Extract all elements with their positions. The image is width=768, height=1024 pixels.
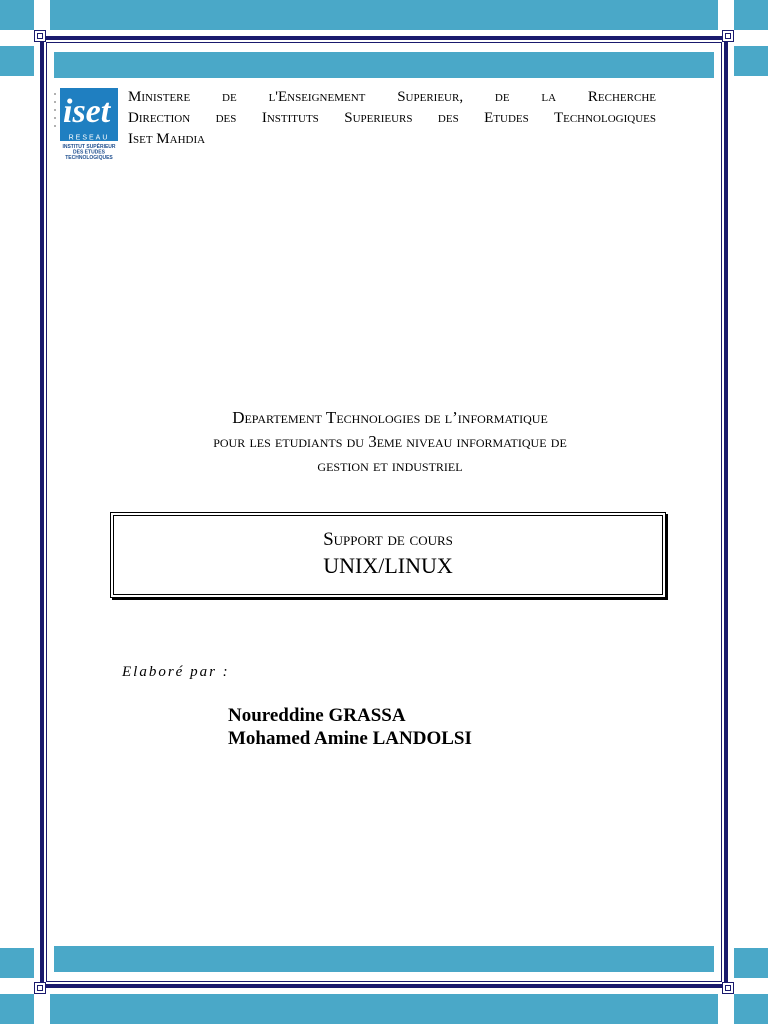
- logo-network: RESEAU: [68, 134, 110, 142]
- logo-caption-2: DES ETUDES: [73, 149, 105, 156]
- logo-caption-3: TECHNOLOGIQUES: [65, 155, 113, 161]
- course-title-box: [110, 512, 666, 598]
- right-top-edge-block: [734, 46, 768, 76]
- logo-caption-1: INSTITUT SUPÉRIEUR: [62, 144, 116, 150]
- top-edge-block: [50, 0, 718, 30]
- department-line-1: Departement Technologies de l’informatique: [232, 408, 548, 427]
- bottom-edge-block: [50, 994, 718, 1024]
- right-bottom-edge-block: [734, 948, 768, 978]
- left-bottom-edge-block: [0, 948, 34, 978]
- authors-list: [228, 704, 472, 750]
- author-name: Mohamed Amine LANDOLSI: [228, 728, 472, 749]
- iset-logo: [52, 86, 122, 162]
- department-line-2: pour les etudiants du 3eme niveau informatique de: [213, 432, 567, 451]
- frame-corner-ornament: [34, 982, 46, 994]
- left-top-edge-block: [0, 46, 34, 76]
- institute-line: Iset Mahdia: [128, 131, 206, 147]
- top-accent-band: [54, 52, 714, 78]
- institution-header: [128, 87, 656, 150]
- ministry-line: Ministere de l'Enseignement Superieur, de la Recherche: [128, 89, 656, 105]
- top-left-corner-block: [0, 0, 34, 30]
- credits-label: Elaboré par :: [122, 664, 230, 680]
- frame-corner-ornament: [722, 30, 734, 42]
- bottom-left-corner-block: [0, 994, 34, 1024]
- bottom-right-corner-block: [734, 994, 768, 1024]
- department-line-3: gestion et industriel: [317, 456, 463, 475]
- frame-corner-ornament: [722, 982, 734, 994]
- top-right-corner-block: [734, 0, 768, 30]
- course-title: UNIX/LINUX: [323, 553, 453, 578]
- bottom-accent-band: [54, 946, 714, 972]
- direction-line: Direction des Instituts Superieurs des Etudes Technologiques: [128, 110, 656, 126]
- course-subtitle: Support de cours: [323, 529, 453, 550]
- department-block: [110, 406, 670, 478]
- logo-mark: iset: [63, 93, 111, 130]
- frame-corner-ornament: [34, 30, 46, 42]
- author-name: Noureddine GRASSA: [228, 705, 406, 726]
